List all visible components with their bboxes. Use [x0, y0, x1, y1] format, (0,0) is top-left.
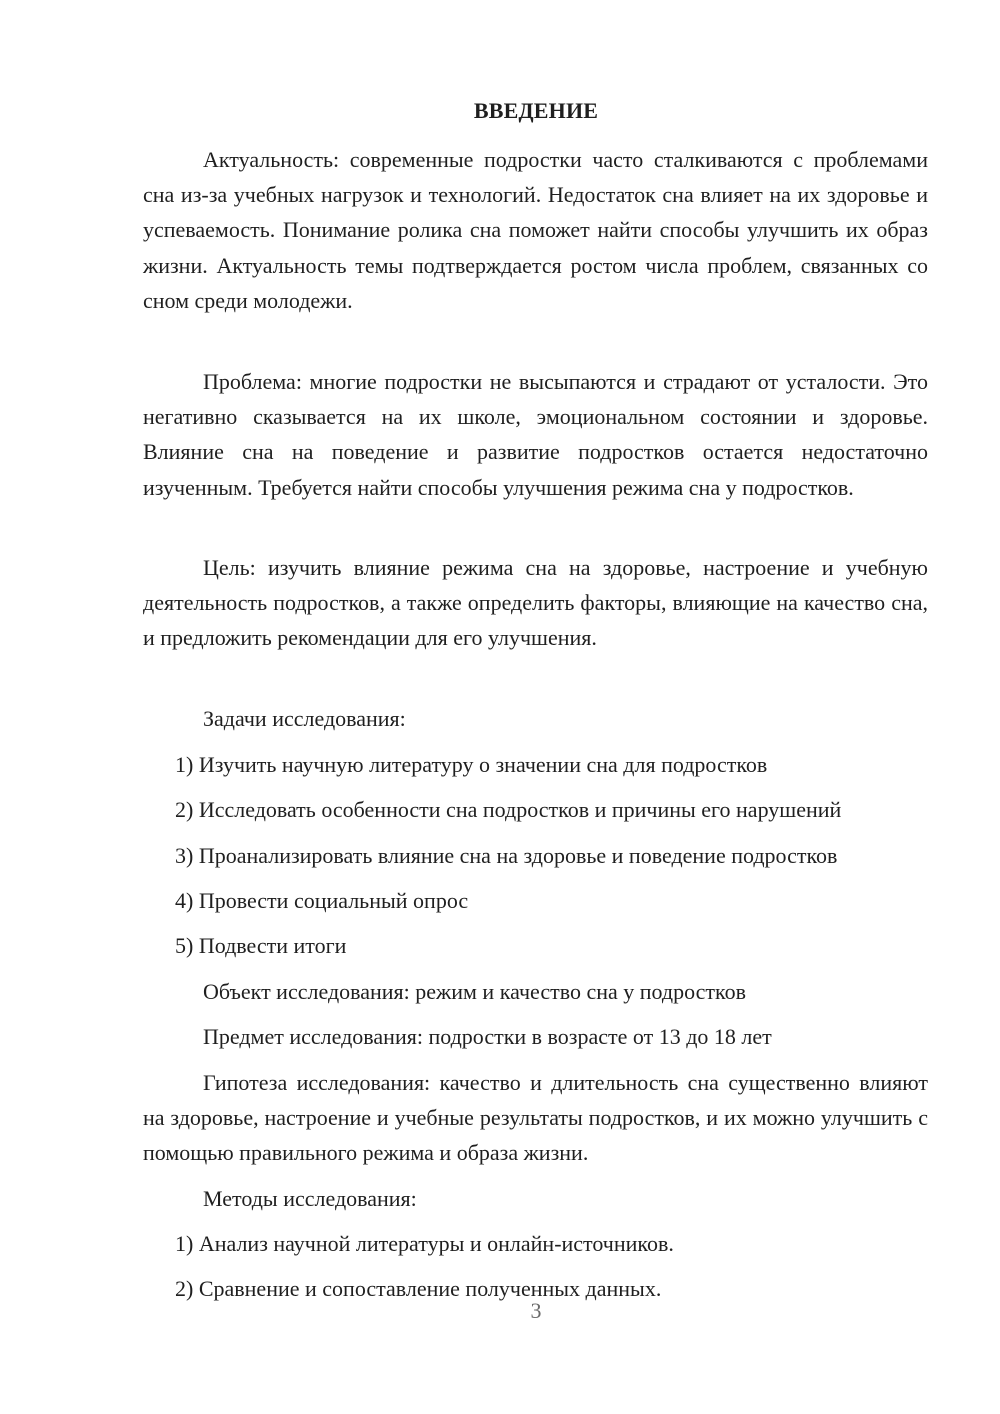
list-item: 1) Анализ научной литературы и онлайн-источников. [175, 1231, 674, 1256]
relevance-paragraph: Актуальность: современные подростки часто сталкиваются с проблемами сна из-за учебных нагрузок и технологий. Недостаток сна влияет на их здоровье и успеваемость. Понимание ролика сна поможет найти способы улучшить их образ жизни. Актуальность темы подтверждается ростом числа проблем, связанных со сном среди молодежи. [143, 147, 928, 313]
list-item: 2) Исследовать особенности сна подростков и причины его нарушений [175, 797, 842, 822]
tasks-list-item-2-block [143, 792, 928, 827]
tasks-list-item-5-block [143, 928, 928, 963]
tasks-label-block [143, 701, 928, 736]
section-heading: ВВЕДЕНИЕ [473, 98, 599, 123]
tasks-label: Задачи исследования: [203, 706, 406, 731]
goal-paragraph: Цель: изучить влияние режима сна на здоровье, настроение и учебную деятельность подростков, а также определить факторы, влияющие на качество сна, и предложить рекомендации для его улучшения. [143, 555, 928, 651]
relevance-block [143, 142, 928, 318]
methods-list-item-1-block [143, 1226, 928, 1261]
list-item: 3) Проанализировать влияние сна на здоровье и поведение подростков [175, 843, 838, 868]
problem-paragraph: Проблема: многие подростки не высыпаются и страдают от усталости. Это негативно сказывается на их школе, эмоциональном состоянии и здоровье. Влияние сна на поведение и развитие подростков остается недостаточно изученным. Требуется найти способы улучшения режима сна у подростков. [143, 369, 928, 500]
goal-block [143, 550, 928, 656]
methods-label-block [143, 1181, 928, 1216]
object-block [143, 974, 928, 1009]
page-number: 3 [530, 1298, 542, 1323]
tasks-list-item-1-block [143, 747, 928, 782]
hypothesis-paragraph: Гипотеза исследования: качество и длительность сна существенно влияют на здоровье, настроение и учебные результаты подростков, и их можно улучшить с помощью правильного режима и образа жизни. [143, 1070, 928, 1166]
subject-block [143, 1019, 928, 1054]
hypothesis-block [143, 1065, 928, 1171]
methods-label: Методы исследования: [203, 1186, 417, 1211]
list-item: 2) Сравнение и сопоставление полученных данных. [175, 1276, 662, 1301]
list-item: 1) Изучить научную литературу о значении сна для подростков [175, 752, 768, 777]
subject-line: Предмет исследования: подростки в возрасте от 13 до 18 лет [203, 1024, 772, 1049]
tasks-list-item-4-block [143, 883, 928, 918]
list-item: 5) Подвести итоги [175, 933, 347, 958]
tasks-list-item-3-block [143, 838, 928, 873]
object-line: Объект исследования: режим и качество сна у подростков [203, 979, 746, 1004]
problem-block [143, 364, 928, 505]
list-item: 4) Провести социальный опрос [175, 888, 469, 913]
